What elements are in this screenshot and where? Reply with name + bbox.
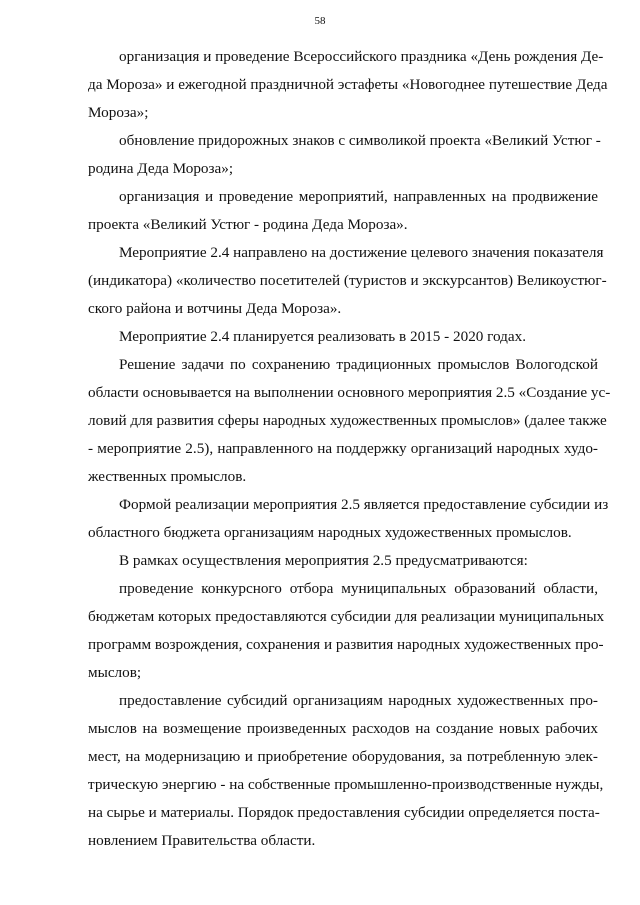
text-line: новлением Правительства области. (88, 832, 316, 849)
text-line: организация и проведение мероприятий, направленных на продвижение (119, 188, 598, 205)
text-line: Формой реализации мероприятия 2.5 является предоставление субсидии из (119, 496, 609, 513)
text-line: (индикатора) «количество посетителей (туристов и экскурсантов) Великоустюг- (88, 272, 607, 289)
text-line: организация и проведение Всероссийского праздника «День рождения Де- (119, 48, 604, 65)
text-line: области основывается на выполнении основного мероприятия 2.5 «Создание ус- (88, 384, 611, 401)
text-line: родина Деда Мороза»; (88, 160, 234, 177)
text-line: трическую энергию - на собственные промышленно-производственные нужды, (88, 776, 604, 793)
text-line: областного бюджета организациям народных художественных промыслов. (88, 524, 572, 541)
text-line: мыслов; (88, 664, 142, 681)
text-line: Мероприятие 2.4 направлено на достижение целевого значения показателя (119, 244, 604, 261)
text-line: Решение задачи по сохранению традиционных промыслов Вологодской (119, 356, 598, 373)
text-line: Мороза»; (88, 104, 149, 121)
text-line: бюджетам которых предоставляются субсидии для реализации муниципальных (88, 608, 605, 625)
page-number: 58 (314, 15, 326, 27)
text-line: В рамках осуществления мероприятия 2.5 предусматриваются: (119, 552, 528, 569)
text-line: - мероприятие 2.5), направленного на поддержку организаций народных худо- (88, 440, 598, 457)
text-line: мыслов на возмещение произведенных расходов на создание новых рабочих (88, 720, 598, 737)
text-line: программ возрождения, сохранения и развития народных художественных про- (88, 636, 604, 653)
text-line: предоставление субсидий организациям народных художественных про- (119, 692, 598, 709)
text-line: да Мороза» и ежегодной праздничной эстафеты «Новогоднее путешествие Деда (88, 76, 608, 93)
text-line: ловий для развития сферы народных художественных промыслов» (далее также (88, 412, 607, 429)
text-line: проведение конкурсного отбора муниципальных образований области, (119, 580, 598, 597)
text-line: обновление придорожных знаков с символикой проекта «Великий Устюг - (119, 132, 601, 149)
text-line: на сырье и материалы. Порядок предоставления субсидии определяется поста- (88, 804, 600, 821)
text-line: ского района и вотчины Деда Мороза». (88, 300, 342, 317)
text-line: Мероприятие 2.4 планируется реализовать в 2015 - 2020 годах. (119, 328, 527, 345)
text-line: жественных промыслов. (88, 468, 247, 485)
text-line: мест, на модернизацию и приобретение оборудования, за потребленную элек- (88, 748, 598, 765)
text-line: проекта «Великий Устюг - родина Деда Мороза». (88, 216, 408, 233)
